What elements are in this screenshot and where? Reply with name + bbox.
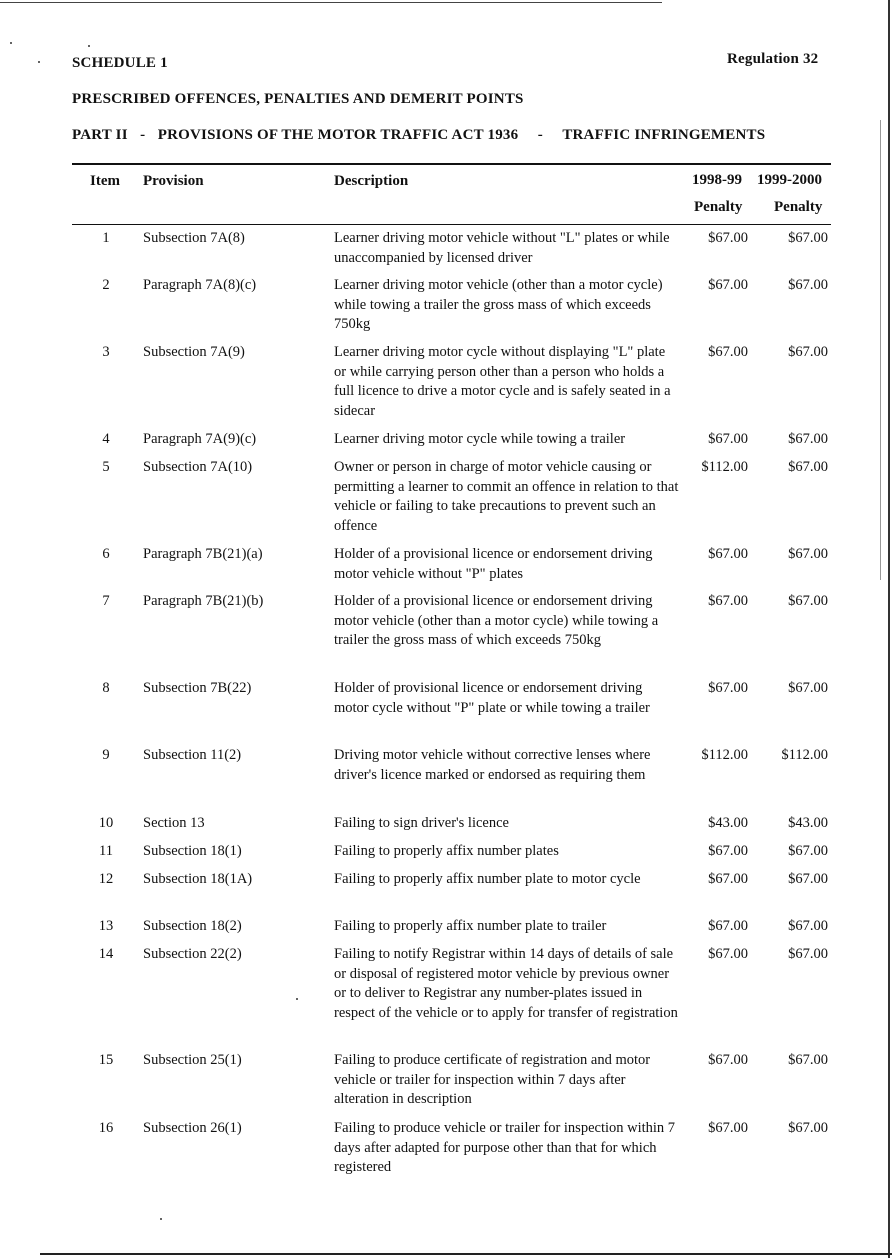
provision-cell: Subsection 26(1) [143, 1120, 242, 1136]
description-cell: Failing to produce vehicle or trailer for inspection within 7 days after adapted for purpose other than that for which registered [334, 1120, 676, 1175]
scan-speck [296, 998, 298, 1000]
part-separator: - [537, 127, 543, 143]
provision-cell: Section 13 [143, 815, 205, 831]
penalty-1999-2000-cell: $67.00 [788, 277, 828, 293]
item-number: 6 [102, 546, 110, 562]
provision-cell: Subsection 11(2) [143, 747, 242, 763]
penalty-1998-99-cell: $67.00 [708, 843, 748, 859]
column-header-penalty-2: Penalty [774, 199, 823, 215]
scan-speck [10, 42, 12, 44]
penalty-1999-2000-cell: $43.00 [788, 815, 828, 831]
item-number: 1 [102, 230, 110, 246]
column-header-year-1998-99: 1998-99 [692, 172, 742, 188]
description-cell: Owner or person in charge of motor vehicle causing or permitting a learner to commit an offence in relation to that vehicle or failing to take precautions to prevent such an offence [334, 459, 679, 534]
penalty-1999-2000-cell: $67.00 [788, 344, 828, 360]
penalty-1998-99-cell: $43.00 [708, 815, 748, 831]
penalty-1998-99-cell: $67.00 [708, 344, 748, 360]
table-header-rule [72, 224, 831, 225]
provision-cell: Paragraph 7A(9)(c) [143, 431, 257, 447]
item-number: 7 [102, 593, 110, 609]
part-category: TRAFFIC INFRINGEMENTS [562, 127, 766, 143]
provision-cell: Subsection 18(2) [143, 918, 242, 934]
penalty-1999-2000-cell: $67.00 [788, 546, 828, 562]
column-header-description: Description [334, 173, 409, 189]
provision-cell: Subsection 7A(8) [143, 230, 245, 246]
scan-edge-right [888, 0, 890, 1258]
penalty-1999-2000-cell: $67.00 [788, 593, 828, 609]
part-separator: - [140, 127, 146, 143]
item-number: 13 [98, 918, 114, 934]
penalty-1999-2000-cell: $67.00 [788, 431, 828, 447]
provision-cell: Subsection 22(2) [143, 946, 242, 962]
item-number: 16 [98, 1120, 114, 1136]
provision-cell: Subsection 18(1) [143, 843, 242, 859]
penalty-1998-99-cell: $67.00 [708, 946, 748, 962]
description-cell: Holder of a provisional licence or endorsement driving motor vehicle without "P" plates [334, 546, 653, 582]
scan-speck [88, 45, 90, 47]
penalty-1999-2000-cell: $67.00 [788, 871, 828, 887]
item-number: 9 [102, 747, 110, 763]
description-cell: Learner driving motor vehicle (other than a motor cycle) while towing a trailer the gross mass of which exceeds 750kg [334, 277, 663, 332]
provision-cell: Subsection 18(1A) [143, 871, 253, 887]
schedule-heading: SCHEDULE 1 [72, 55, 168, 71]
description-cell: Learner driving motor cycle while towing a trailer [334, 431, 626, 447]
provision-cell: Paragraph 7A(8)(c) [143, 277, 257, 293]
scan-edge-top [0, 2, 662, 3]
penalty-1998-99-cell: $67.00 [708, 871, 748, 887]
penalty-1998-99-cell: $67.00 [708, 593, 748, 609]
penalty-1998-99-cell: $67.00 [708, 230, 748, 246]
scan-edge-bottom [40, 1253, 892, 1255]
item-number: 12 [98, 871, 114, 887]
description-cell: Failing to properly affix number plate to trailer [334, 918, 607, 934]
description-cell: Driving motor vehicle without corrective lenses where driver's licence marked or endorsed as requiring them [334, 747, 651, 783]
column-header-year-1999-2000: 1999-2000 [757, 172, 822, 188]
provision-cell: Paragraph 7B(21)(a) [143, 546, 263, 562]
penalty-1999-2000-cell: $67.00 [788, 1120, 828, 1136]
part-heading [72, 127, 765, 144]
item-number: 5 [102, 459, 110, 475]
penalty-1998-99-cell: $67.00 [708, 1052, 748, 1068]
provision-cell: Paragraph 7B(21)(b) [143, 593, 264, 609]
scan-speck [38, 61, 40, 63]
scan-speck [160, 1218, 162, 1220]
penalty-1998-99-cell: $67.00 [708, 277, 748, 293]
description-cell: Failing to properly affix number plate to motor cycle [334, 871, 641, 887]
part-label: PART II [72, 127, 128, 143]
table-top-rule [72, 163, 831, 165]
item-number: 3 [102, 344, 110, 360]
description-cell: Failing to produce certificate of registration and motor vehicle or trailer for inspection within 7 days after alteration in description [334, 1052, 651, 1107]
description-cell: Failing to sign driver's licence [334, 815, 509, 831]
penalty-1999-2000-cell: $112.00 [781, 747, 828, 763]
penalty-1998-99-cell: $112.00 [701, 459, 748, 475]
provision-cell: Subsection 7A(9) [143, 344, 245, 360]
penalty-1998-99-cell: $67.00 [708, 546, 748, 562]
document-title: PRESCRIBED OFFENCES, PENALTIES AND DEMERIT POINTS [72, 91, 524, 107]
penalty-1999-2000-cell: $67.00 [788, 680, 828, 696]
item-number: 2 [102, 277, 110, 293]
penalty-1998-99-cell: $67.00 [708, 431, 748, 447]
description-cell: Learner driving motor cycle without displaying "L" plate or while carrying person other than a person who holds a full licence to drive a motor cycle and is safely seated in a sidecar [334, 344, 671, 419]
penalty-1999-2000-cell: $67.00 [788, 459, 828, 475]
provision-cell: Subsection 25(1) [143, 1052, 242, 1068]
description-cell: Failing to notify Registrar within 14 days of details of sale or disposal of registered motor vehicle by previous owner or to deliver to Registrar any number-plates issued in respect of the vehicle or to apply for transfer of registration [334, 946, 678, 1021]
description-cell: Holder of provisional licence or endorsement driving motor cycle without "P" plate or while towing a trailer [334, 680, 650, 716]
penalty-1999-2000-cell: $67.00 [788, 946, 828, 962]
provision-cell: Subsection 7B(22) [143, 680, 252, 696]
column-header-provision: Provision [143, 173, 204, 189]
scan-edge-right-inner [880, 120, 881, 580]
column-header-item: Item [90, 173, 120, 189]
penalty-1998-99-cell: $67.00 [708, 918, 748, 934]
penalty-1999-2000-cell: $67.00 [788, 230, 828, 246]
penalty-1999-2000-cell: $67.00 [788, 1052, 828, 1068]
description-cell: Failing to properly affix number plates [334, 843, 559, 859]
item-number: 8 [102, 680, 110, 696]
penalty-1998-99-cell: $67.00 [708, 1120, 748, 1136]
penalty-1998-99-cell: $112.00 [701, 747, 748, 763]
item-number: 11 [99, 843, 113, 859]
description-cell: Learner driving motor vehicle without "L" plates or while unaccompanied by licensed driver [334, 230, 670, 266]
description-cell: Holder of a provisional licence or endorsement driving motor vehicle (other than a motor cycle) while towing a trailer the gross mass of which exceeds 750kg [334, 593, 659, 648]
column-header-penalty-1: Penalty [694, 199, 743, 215]
item-number: 10 [98, 815, 114, 831]
regulation-reference: Regulation 32 [727, 51, 819, 67]
part-provisions: PROVISIONS OF THE MOTOR TRAFFIC ACT 1936 [157, 127, 519, 143]
penalty-1999-2000-cell: $67.00 [788, 843, 828, 859]
penalty-1998-99-cell: $67.00 [708, 680, 748, 696]
item-number: 14 [98, 946, 114, 962]
provision-cell: Subsection 7A(10) [143, 459, 253, 475]
item-number: 15 [98, 1052, 114, 1068]
penalty-1999-2000-cell: $67.00 [788, 918, 828, 934]
item-number: 4 [102, 431, 110, 447]
